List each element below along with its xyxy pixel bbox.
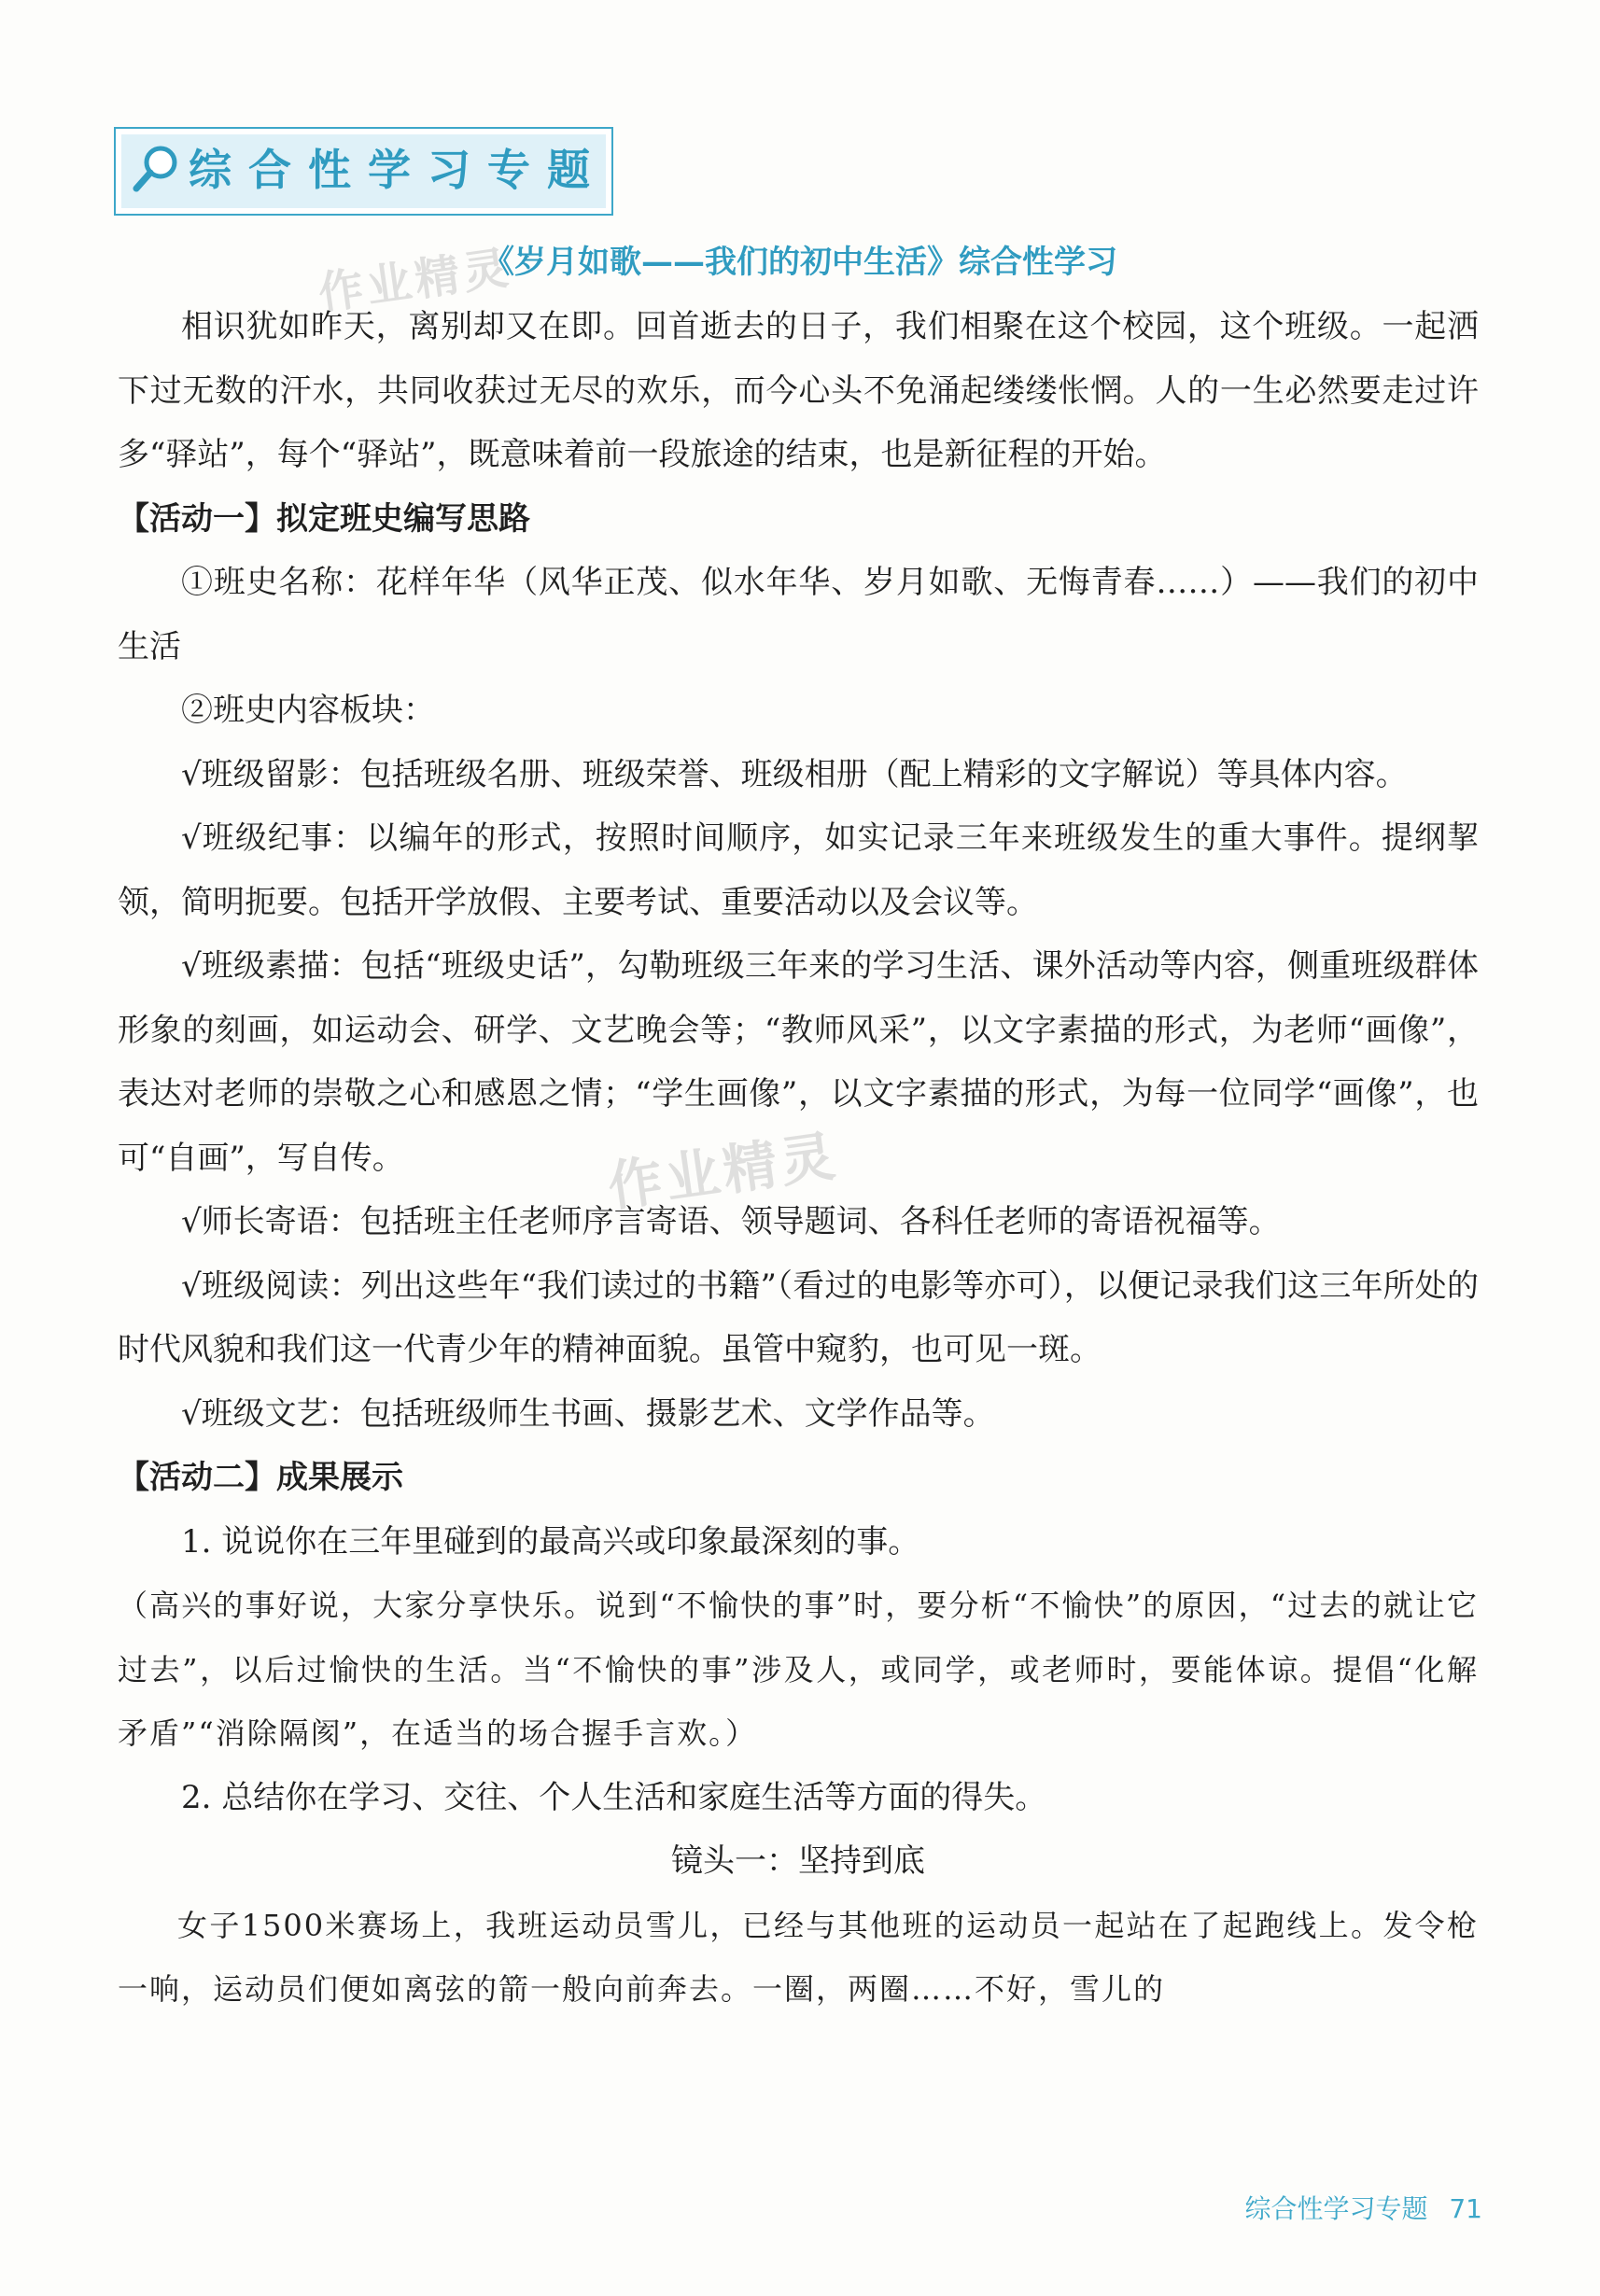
page-footer [1231,2189,1482,2226]
activity-two-heading: 【活动二】成果展示 [118,1459,403,1496]
topic-badge [114,127,613,216]
content-block-item: √班级纪事：以编年的形式，按照时间顺序，如实记录三年来班级发生的重大事件。提纲挈领，简明扼要。包括开学放假、主要考试、重要活动以及会议等。 [118,819,1479,921]
content-block-item: √班级文艺：包括班级师生书画、摄影艺术、文学作品等。 [181,1394,995,1433]
class-history-blocks: ②班史内容板块： [181,692,435,729]
page-number: 71 [1449,2193,1482,2224]
content-block-item: √师长寄语：包括班主任老师序言寄语、领导题词、各科任老师的寄语祝福等。 [181,1203,1281,1240]
scene-text: 女子1500米赛场上，我班运动员雪儿，已经与其他班的运动员一起站在了起跑线上。发令枪一响，运动员们便如离弦的箭一般向前奔去。一圈，两圈……不好，雪儿的 [118,1907,1479,2007]
scene-title: 镜头一：坚持到底 [671,1842,925,1880]
watermark: 作业精灵 [315,241,515,321]
watermark: 作业精灵 [604,1124,843,1219]
class-history-name: ①班史名称：花样年华（风华正茂、似水年华、岁月如歌、无悔青春……）——我们的初中生活 [118,564,1479,665]
question-one-note: （高兴的事好说，大家分享快乐。说到“不愉快的事”时，要分析“不愉快”的原因，“过去的就让它过去”，以后过愉快的生活。当“不愉快的事”涉及人，或同学，或老师时，要能体谅。提倡“化解矛盾”“消除隔阂”，在适当的场合握手言欢。） [118,1588,1479,1751]
activity-one-heading: 【活动一】拟定班史编写思路 [118,499,530,538]
magnifier-icon [129,142,183,196]
question-two: 2. 总结你在学习、交往、个人生活和家庭生活等方面的得失。 [181,1778,1047,1816]
footer-label: 综合性学习专题 [1244,2193,1428,2224]
intro-paragraph: 相识犹如昨天，离别却又在即。回首逝去的日子，我们相聚在这个校园，这个班级。一起洒下过无数的汗水，共同收获过无尽的欢乐，而今心头不免涌起缕缕怅惘。人的一生必然要走过许多“驿站”，每个“驿站”，既意味着前一段旅途的结束，也是新征程的开始。 [118,308,1479,473]
section-title: 《岁月如歌——我们的初中生活》综合性学习 [483,244,1117,281]
content-block-item: √班级留影：包括班级名册、班级荣誉、班级相册（配上精彩的文字解说）等具体内容。 [181,755,1408,793]
badge-title: 综合性学习专题 [189,145,607,195]
content-block-item: √班级素描：包括“班级史话”，勾勒班级三年来的学习生活、课外活动等内容，侧重班级群体形象的刻画，如运动会、研学、文艺晚会等；“教师风采”，以文字素描的形式，为老师“画像”，表达对老师的崇敬之心和感恩之情；“学生画像”，以文字素描的形式，为每一位同学“画像”，也可“自画”，写自传。 [118,947,1479,1177]
article-body [118,295,1479,2022]
question-one: 1. 说说你在三年里碰到的最高兴或印象最深刻的事。 [181,1522,920,1561]
content-block-item: √班级阅读：列出这些年“我们读过的书籍”（看过的电影等亦可），以便记录我们这三年所处的时代风貌和我们这一代青少年的精神面貌。虽管中窥豹，也可见一斑。 [118,1267,1479,1368]
